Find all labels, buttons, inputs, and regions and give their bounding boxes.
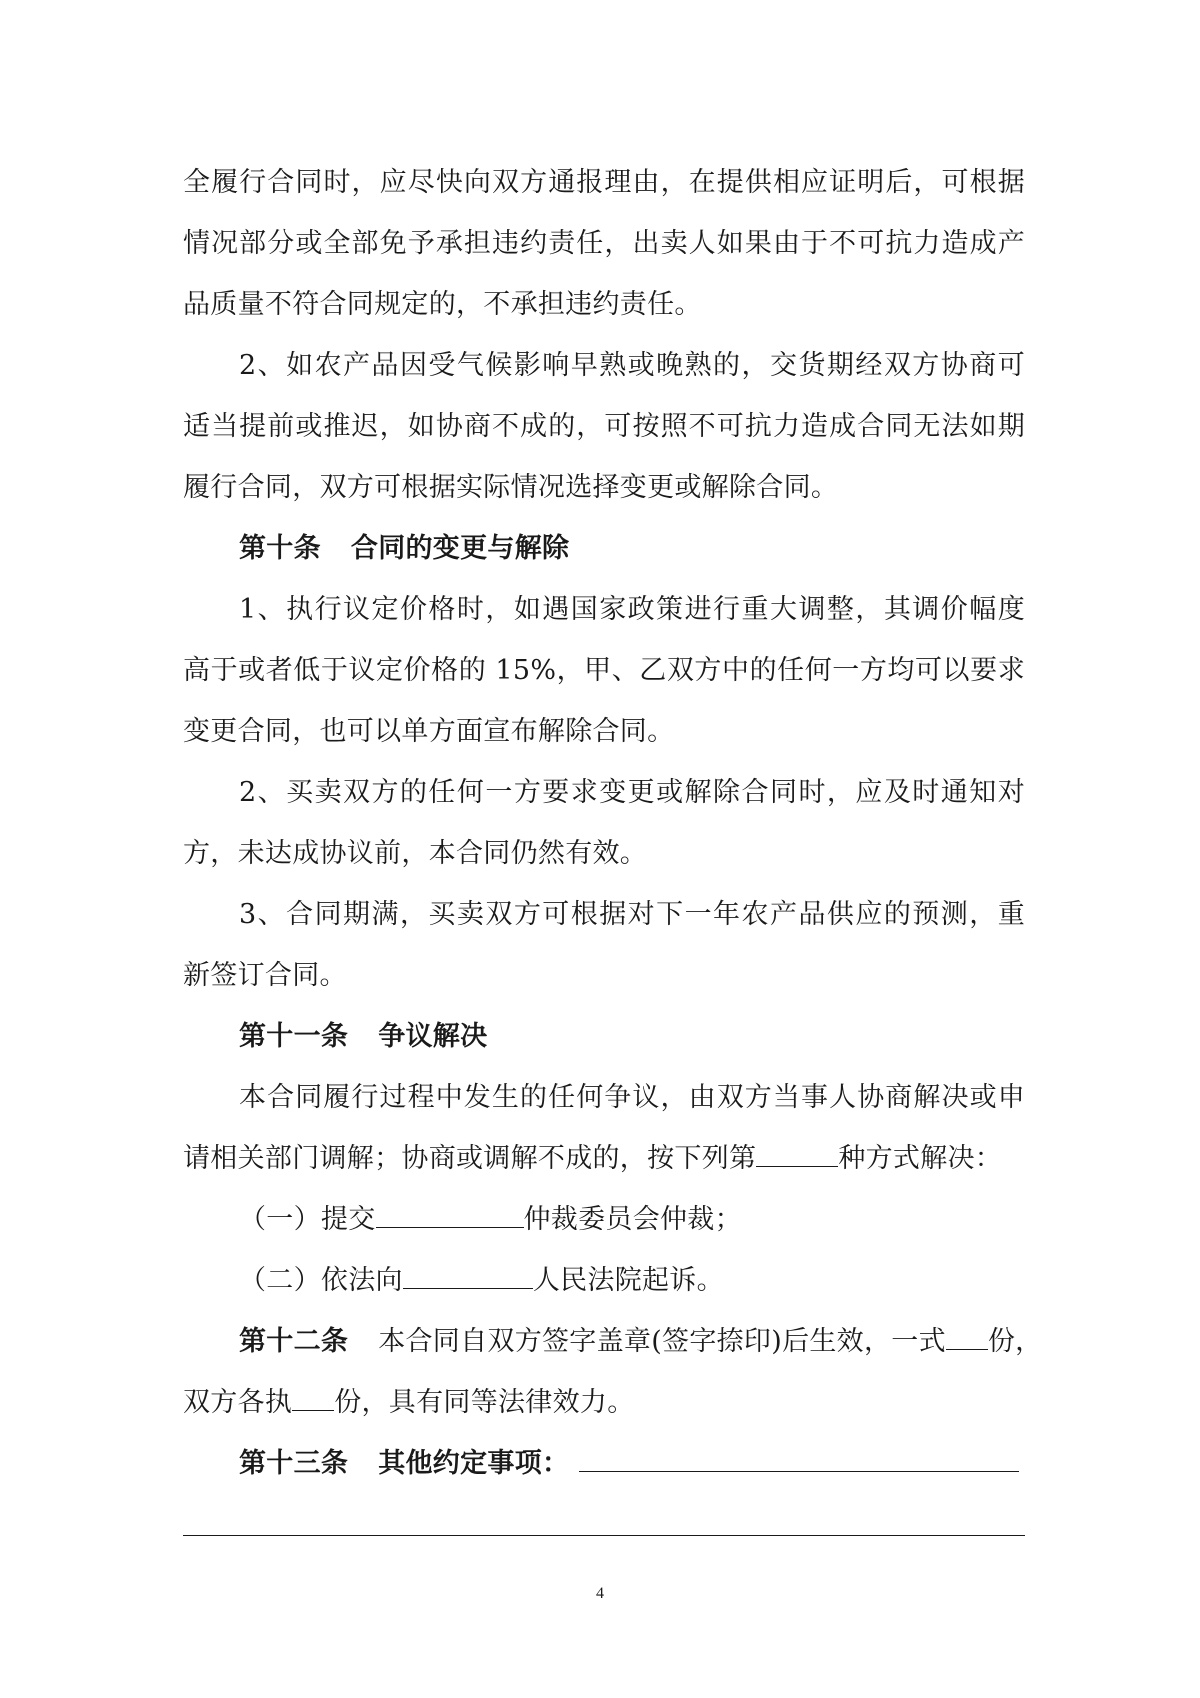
contract-body (183, 152, 1043, 1494)
article-number: 第十三条 (239, 1448, 349, 1479)
article-11-heading (183, 1006, 1025, 1067)
article-13-heading (183, 1433, 1025, 1494)
fill-in-blank[interactable] (946, 1325, 988, 1350)
article-title: 其他约定事项： (378, 1448, 570, 1479)
line-text: 人民法院起诉。 (532, 1265, 724, 1296)
paragraph-line: 品质量不符合同规定的，不承担违约责任。 (183, 289, 702, 320)
paragraph-line: 2、买卖双方的任何一方要求变更或解除合同时，应及时通知对 (239, 777, 1025, 808)
fill-in-line[interactable] (183, 1535, 1025, 1536)
paragraph-line: 变更合同，也可以单方面宣布解除合同。 (183, 716, 675, 747)
article-title: 争议解决 (378, 1021, 488, 1052)
article-number: 第十一条 (239, 1021, 349, 1052)
fill-in-blank[interactable] (756, 1142, 838, 1167)
paragraph-line (183, 1128, 1025, 1189)
line-text: 份，具有同等法律效力。 (334, 1387, 635, 1418)
paragraph-line: 本合同履行过程中发生的任何争议，由双方当事人协商解决或申 (239, 1082, 1025, 1113)
paragraph-line: 全履行合同时，应尽快向双方通报理由，在提供相应证明后，可根据 (183, 167, 1025, 198)
paragraph-line: 2、如农产品因受气候影响早熟或晚熟的，交货期经双方协商可 (239, 350, 1025, 381)
paragraph-line: 方，未达成协议前，本合同仍然有效。 (183, 838, 648, 869)
paragraph-line (183, 1372, 1025, 1433)
paragraph-line: 情况部分或全部免予承担违约责任，出卖人如果由于不可抗力造成产 (183, 228, 1025, 259)
paragraph-line: 1、执行议定价格时，如遇国家政策进行重大调整，其调价幅度 (239, 594, 1025, 625)
article-10-heading (183, 518, 1025, 579)
line-text: 双方各执 (183, 1387, 293, 1418)
paragraph-line (183, 1250, 1025, 1311)
article-title: 合同的变更与解除 (350, 533, 570, 564)
paragraph-line (183, 1189, 1025, 1250)
line-text: 本合同自双方签字盖章(签字捺印)后生效，一式 (378, 1326, 946, 1357)
article-number: 第十条 (239, 533, 321, 564)
line-text: 请相关部门调解；协商或调解不成的，按下列第 (183, 1143, 757, 1174)
line-text: （一）提交 (239, 1204, 376, 1235)
article-12-line (183, 1311, 1043, 1372)
fill-in-blank[interactable] (579, 1447, 1019, 1472)
paragraph-line: 高于或者低于议定价格的 15%，甲、乙双方中的任何一方均可以要求 (183, 655, 1025, 686)
page-number: 4 (596, 1585, 604, 1602)
line-text: （二）依法向 (239, 1265, 403, 1296)
line-text: 份， (987, 1326, 1043, 1357)
paragraph-line: 3、合同期满，买卖双方可根据对下一年农产品供应的预测，重 (239, 899, 1025, 930)
paragraph-line: 新签订合同。 (183, 960, 347, 991)
fill-in-blank[interactable] (292, 1386, 334, 1411)
article-number: 第十二条 (239, 1326, 349, 1357)
line-text: 仲裁委员会仲裁； (523, 1204, 742, 1235)
paragraph-line: 履行合同，双方可根据实际情况选择变更或解除合同。 (183, 472, 839, 503)
fill-in-blank[interactable] (376, 1203, 524, 1228)
line-text: 种方式解决： (838, 1143, 1003, 1174)
fill-in-blank[interactable] (403, 1264, 533, 1289)
paragraph-line: 适当提前或推迟，如协商不成的，可按照不可抗力造成合同无法如期 (183, 411, 1025, 442)
